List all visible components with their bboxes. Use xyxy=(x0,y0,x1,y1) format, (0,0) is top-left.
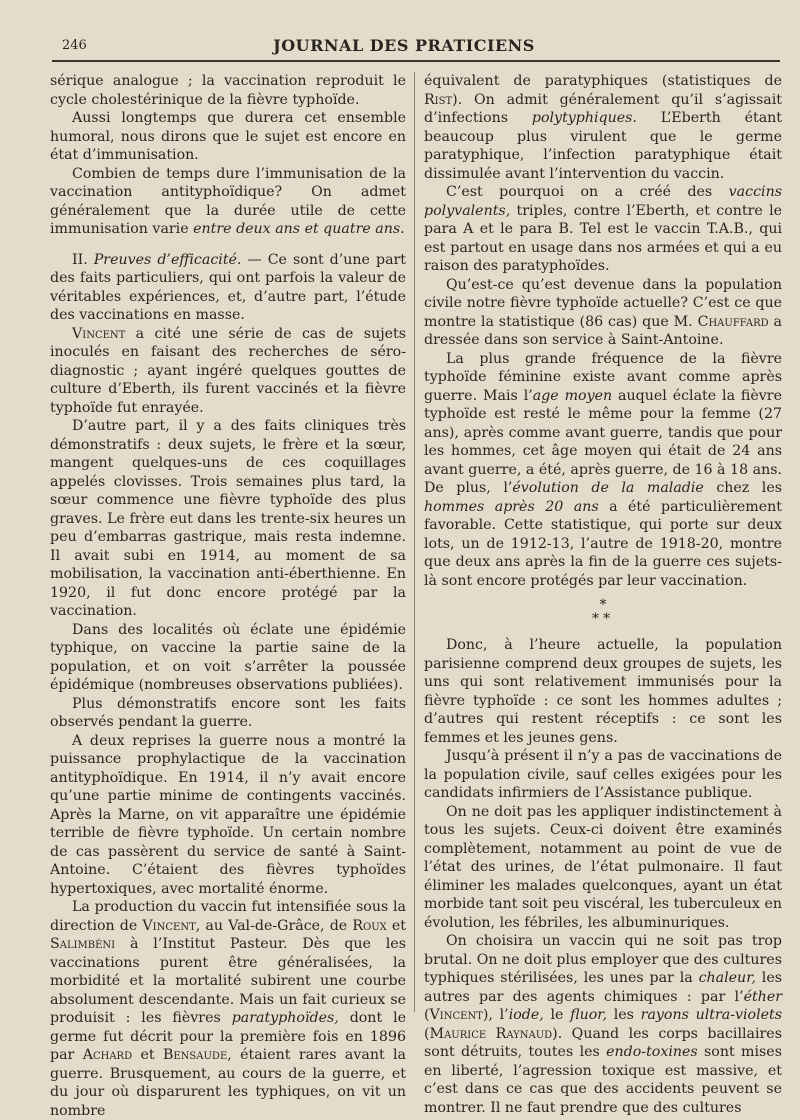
text-run: le xyxy=(550,1007,564,1023)
text-run: les xyxy=(613,1007,634,1023)
text-run: Qu’est-ce qu’est devenue dans la population civile notre fièvre typhoïde actuelle? C’est ce que montre la statistique (86 cas) que M. xyxy=(424,276,782,330)
text-run: les autres par des agents chimiques : par l’ xyxy=(424,970,783,1005)
text-run: a été particulièrement favorable. Cette statistique, qui porte sur deux lots, un de 1912-13, l’autre de 1918-20, montre que deux ans après la fin de la guerre ces sujets-là sont encore protégés par leur vaccination. xyxy=(424,498,782,589)
text-run: Plus démonstratifs encore sont les faits observés pendant la guerre. xyxy=(50,695,406,730)
text-run: C’est pourquoi on a créé des xyxy=(446,184,713,200)
text-run: Dans des localités où éclate une épidémie typhique, on vaccine la partie saine de la population, et on voit s’arrêter la poussée épidémique (nombreuses observations publiées). xyxy=(50,621,406,693)
paragraph xyxy=(424,932,782,1117)
text-run: iode, xyxy=(508,1007,544,1023)
text-run: entre deux ans et quatre ans. xyxy=(193,221,405,237)
section-heading-paragraph xyxy=(50,251,406,325)
paragraph xyxy=(424,183,782,276)
text-run: sont mises en liberté, l’agression toxique est massive, et c’est dans ce cas que des accidents peuvent se montrer. Il ne faut prendre que des cultures xyxy=(424,1044,782,1116)
paragraph xyxy=(50,325,406,418)
text-run: Aussi longtemps que durera cet ensemble humoral, nous dirons que le sujet est encore en état d’immunisation. xyxy=(50,110,406,163)
text-run: rayons ultra-violets xyxy=(640,1007,783,1023)
text-run: La production du vaccin fut intensifiée sous la direction de xyxy=(50,899,406,934)
text-run: On choisira un vaccin qui ne soit pas trop brutal. On ne doit plus employer que des cultures typhiques stérilisées, les unes par la xyxy=(424,933,782,986)
text-run: Rist xyxy=(424,91,453,108)
paragraph xyxy=(424,276,782,350)
text-run: Bensaude xyxy=(162,1047,228,1063)
text-run: éther xyxy=(743,988,782,1005)
header-rule xyxy=(52,60,780,62)
paragraph xyxy=(424,636,782,747)
paragraph xyxy=(50,109,406,165)
text-run: ( xyxy=(424,1025,430,1042)
running-header xyxy=(48,36,760,58)
paragraph xyxy=(50,165,406,239)
text-run: triples, contre l’Eberth, et contre le para A et le para B. Tel est le vaccin T.A.B., qui est partout en usage dans nos armées et qui a eu raison des paratyphoïdes. xyxy=(424,202,782,274)
paragraph xyxy=(50,72,406,109)
asterism-line: ** xyxy=(592,611,614,627)
text-run: et xyxy=(140,1047,155,1063)
text-run: Vincent xyxy=(72,325,126,342)
text-run: ( xyxy=(424,1007,430,1023)
column-divider xyxy=(414,72,415,1012)
text-run: a cité une série de cas de sujets inoculés en faisant des recherches de séro-diagnostic ; ayant ingéré quelques gouttes de culture d’Eberth, ils furent vaccinés et la fièvre typhoïde fut enrayée. xyxy=(50,325,406,416)
text-run: Chauffard xyxy=(697,313,769,330)
text-run: On ne doit pas les appliquer indistinctement à tous les sujets. Ceux-ci doivent être examinés complètement, notamment au point de vue de l’état des urines, de l’état pulmonaire. Il faut éliminer les malades quelconques, ayant un état morbide tant soit peu viscéral, les tuberculeux en évolution, les fébriles, les albuminuriques. xyxy=(424,803,782,931)
paragraph xyxy=(50,732,406,899)
text-run: paratyphoïdes, xyxy=(231,1010,339,1026)
text-run: auquel éclate la fièvre typhoïde est resté le même pour la femme (27 ans), après comme avant guerre, tandis que pour les hommes, cet âge moyen qui était de 24 ans avant guerre, a été, après guerre, de 16 à 18 ans. De plus, l’ xyxy=(424,387,782,496)
text-run: chez les xyxy=(716,480,782,496)
asterism-line: * xyxy=(599,597,607,613)
text-run: , étaient rares avant la guerre. Brusquement, au cours de la guerre, et du jour où disparurent les typhiques, on vit un nombre xyxy=(50,1047,407,1119)
paragraph xyxy=(50,621,406,695)
text-run: fluor, xyxy=(570,1007,608,1023)
text-run: , au Val-de-Grâce, de xyxy=(195,917,348,934)
text-run: Jusqu’à présent il n’y a pas de vaccinations de la population civile, sauf celles exigées pour les candidats infirmiers de l’Assistance publique. xyxy=(424,748,782,801)
text-run: Salimbéni xyxy=(50,936,116,952)
text-run: ), l’ xyxy=(482,1007,509,1023)
text-run: à l’Institut Pasteur. Dès que les vaccinations purent être généralisées, la morbidité et la mortalité subirent une courbe absolument descendante. Mais un fait curieux se produisit : les fièvres xyxy=(50,936,406,1026)
text-run: polytyphiques. xyxy=(531,110,637,126)
text-run: La plus grande fréquence de la fièvre typhoïde féminine existe avant comme après guerre. Mais l’ xyxy=(424,350,782,404)
text-run: hommes après 20 ans xyxy=(424,498,599,515)
paragraph xyxy=(424,747,782,803)
text-run: Donc, à l’heure actuelle, la population parisienne comprend deux groupes de sujets, les uns qui sont relativement immunisés pour la fièvre typhoïde : ce sont les hommes adultes ; d’autres qui restent réceptifs : ce sont les femmes et les jeunes gens. xyxy=(424,637,782,746)
text-run: a dressée dans son service à Saint-Antoine. xyxy=(424,313,782,348)
journal-title: JOURNAL DES PRATICIENS xyxy=(273,36,535,55)
text-run: A deux reprises la guerre nous a montré la puissance prophylactique de la vaccination antityphoïdique. En 1914, il n’y avait encore qu’une partie minime de contingents vaccinés. Après la Marne, on vit apparaître une épidémie terrible de fièvre typhoïde. Un certain nombre de cas passèrent du service de santé à Saint-Antoine. C’étaient des fièvres typhoïdes hypertoxiques, avec mortalité énorme. xyxy=(50,732,406,897)
text-run: ). On admit généralement qu’il s’agissait d’infections xyxy=(424,91,782,126)
text-run: Roux xyxy=(352,917,387,934)
text-run: endo-toxines xyxy=(606,1044,698,1060)
section-heading: Preuves d’efficacité. xyxy=(93,251,242,268)
text-run: Maurice Raynaud xyxy=(429,1025,553,1042)
text-run: Vincent xyxy=(429,1007,483,1023)
paragraph xyxy=(424,803,782,933)
text-run: chaleur, xyxy=(698,970,756,986)
page-number: 246 xyxy=(62,38,87,53)
text-run: II. xyxy=(72,251,88,268)
paragraph xyxy=(424,350,782,591)
text-run: Achard xyxy=(82,1047,133,1063)
section-separator-asterism xyxy=(424,598,782,626)
paragraph xyxy=(424,72,782,183)
text-run: Vincent xyxy=(142,917,196,934)
text-run: vaccins polyvalents, xyxy=(424,184,782,219)
text-run: sérique analogue ; la vaccination reproduit le cycle cholestérinique de la fièvre typhoïde. xyxy=(50,73,406,108)
paragraph xyxy=(50,417,406,621)
text-run: ). Quand les corps bacillaires sont détruits, toutes les xyxy=(424,1025,782,1060)
text-run: évolution de la maladie xyxy=(512,480,704,496)
text-run: — Ce sont d’une part des faits particuliers, qui ont parfois la valeur de véritables expériences, et, d’autre part, l’étude des vaccinations en masse. xyxy=(50,251,407,323)
right-column xyxy=(424,72,782,1117)
text-run: Combien de temps dure l’immunisation de la vaccination antityphoïdique? On admet généralement que la durée utile de cette immunisation varie xyxy=(50,165,406,237)
paragraph xyxy=(50,695,406,732)
text-run: age moyen xyxy=(532,387,613,404)
text-run: équivalent de paratyphiques (statistiques de xyxy=(424,73,782,89)
text-run: dont le germe fut décrit pour la première fois en 1896 par xyxy=(50,1010,406,1063)
text-run: D’autre part, il y a des faits cliniques très démonstratifs : deux sujets, le frère et la sœur, mangent quelques-uns de ces coquillages appelés clovisses. Trois semaines plus tard, la sœur commence une fièvre typhoïde des plus graves. Le frère eut dans les trente-six heures un peu d’embarras gastrique, mais resta indemne. Il avait subi en 1914, au moment de sa mobilisation, la vaccination anti-éberthienne. En 1920, il fut donc encore protégé par la vaccination. xyxy=(50,418,406,619)
text-run: et xyxy=(391,917,406,934)
text-run: L’Eberth étant beaucoup plus virulent que le germe paratyphique, l’infection paratyphique était dissimulée avant l’intervention du vaccin. xyxy=(424,110,782,182)
left-column xyxy=(50,72,406,1120)
paragraph xyxy=(50,898,406,1120)
